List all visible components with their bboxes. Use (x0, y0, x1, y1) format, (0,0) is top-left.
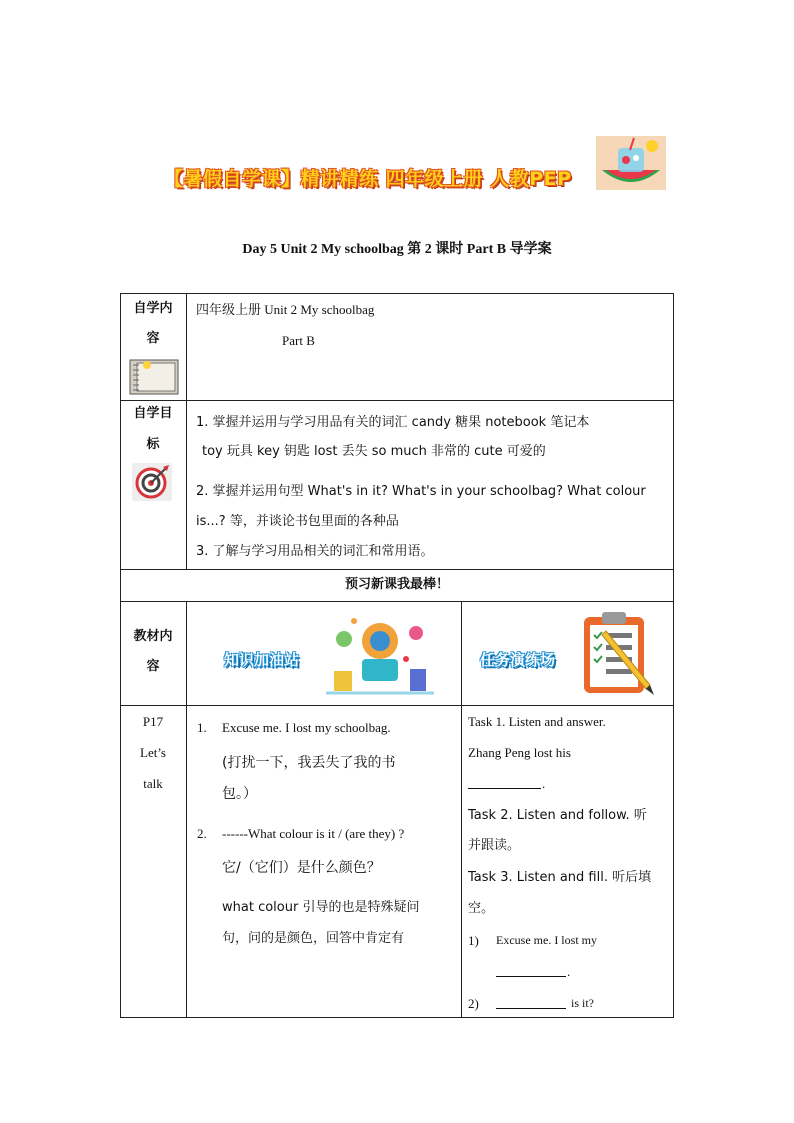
clipboard-checklist-icon (576, 609, 658, 699)
task-2-line-1: Task 2. Listen and follow. 听 (468, 808, 647, 823)
banner-title: 【暑假自学课】精讲精练 四年级上册 人教PEP (164, 168, 572, 190)
talk-label: talk (143, 776, 163, 791)
fill-2-number: 2) (468, 996, 479, 1011)
knowledge-1-chinese-b: 包。） (222, 786, 257, 802)
fill-1-number: 1) (468, 933, 479, 948)
knowledge-2-note-b: 句，问的是颜色，回答中肯定有 (222, 931, 405, 946)
goal-2b: is...? 等，并谈论书包里面的各种品 (196, 514, 399, 529)
document-title: Day 5 Unit 2 My schoolbag 第 2 课时 Part B 导学案 (242, 242, 552, 257)
lets-label: Let’s (140, 745, 166, 760)
knowledge-station-title: 知识加油站 (224, 651, 300, 669)
task-2-line-2: 并跟读。 (468, 838, 521, 853)
knowledge-1-english: Excuse me. I lost my schoolbag. (222, 720, 391, 735)
knowledge-illustration (326, 611, 434, 699)
goal-2a: 2. 掌握并运用句型 What's in it? What's in your schoolbag? What colour (196, 484, 646, 499)
fill-1-text: Excuse me. I lost my (496, 933, 597, 947)
row-label-goals: 自学目 (133, 406, 173, 421)
knowledge-2-note-a: what colour 引导的也是特殊疑问 (222, 900, 420, 915)
task-3-line-1: Task 3. Listen and fill. 听后填 (468, 870, 652, 885)
task-1-question: Zhang Peng lost his (468, 745, 571, 760)
content-line-1: 四年级上册 Unit 2 My schoolbag (196, 302, 375, 317)
page-ref: P17 (142, 714, 164, 729)
goal-1b: toy 玩具 key 钥匙 lost 丢失 so much 非常的 cute 可爱的 (202, 444, 546, 459)
knowledge-1-chinese-a: (打扰一下，我丢失了我的书 (222, 755, 396, 771)
row-label-goals-2: 标 (146, 437, 160, 452)
notebook-icon (129, 359, 179, 395)
knowledge-2-chinese: 它/（它们）是什么颜色？ (222, 860, 381, 876)
fill-2-text: is it? (571, 996, 594, 1010)
task-1: Task 1. Listen and answer. (468, 714, 606, 729)
study-guide-table: 自学内 容 四年级上册 Unit 2 My schoolbag Part B 自学目 标 1. 掌握并运用与学习用品有关的词汇 candy 糖果 notebook 笔记本 toy 玩具 key 钥匙 lost 丢失 so much 非常的 cute 可爱的 2. 掌握并运用句型 What's in it? What's in your schoolbag? What colour is...? 等，并谈论书包里面的各种品 3. 了解与学习用品相关的词汇和常用语。 预习新课我最棒！ 教材内 容 知识加油站 任务演练场 P17 Let’s talk 1. Excuse me. I lost my schoolbag. (打扰一下，我丢失了我的书 包。） 2. ------What colour is it / (are they) ? 它/（它们）是什么颜色？ what colour 引导的也是特殊疑问 句，问的是颜色，回答中肯定有 Task 1. Listen and answer. Zhang Peng lost his . Task 2. Listen and follow. 听 并跟读。 Task 3. Listen and fill. 听后填 空。 1) Excuse me. I lost my . 2) is it? (120, 293, 674, 1018)
row-label-content: 自学内 (133, 301, 173, 316)
task-3-line-2: 空。 (468, 901, 495, 916)
row-label-content-2: 容 (146, 331, 160, 346)
task-practice-title: 任务演练场 (480, 651, 556, 669)
knowledge-1-number: 1. (197, 720, 207, 735)
answer-blank-1[interactable] (468, 776, 541, 789)
goal-1a: 1. 掌握并运用与学习用品有关的词汇 candy 糖果 notebook 笔记本 (196, 415, 590, 430)
content-line-2: Part B (282, 333, 315, 348)
preview-heading: 预习新课我最棒！ (344, 577, 449, 592)
knowledge-2-english: ------What colour is it / (are they) ? (222, 826, 405, 841)
target-icon (132, 463, 172, 501)
fill-blank-2[interactable] (496, 996, 566, 1009)
knowledge-2-number: 2. (197, 826, 207, 841)
goal-3: 3. 了解与学习用品相关的词汇和常用语。 (196, 544, 434, 559)
row-label-material: 教材内 (133, 629, 173, 644)
fill-blank-1[interactable] (496, 964, 566, 977)
summer-drink-illustration (596, 136, 666, 190)
row-label-material-2: 容 (146, 659, 160, 674)
